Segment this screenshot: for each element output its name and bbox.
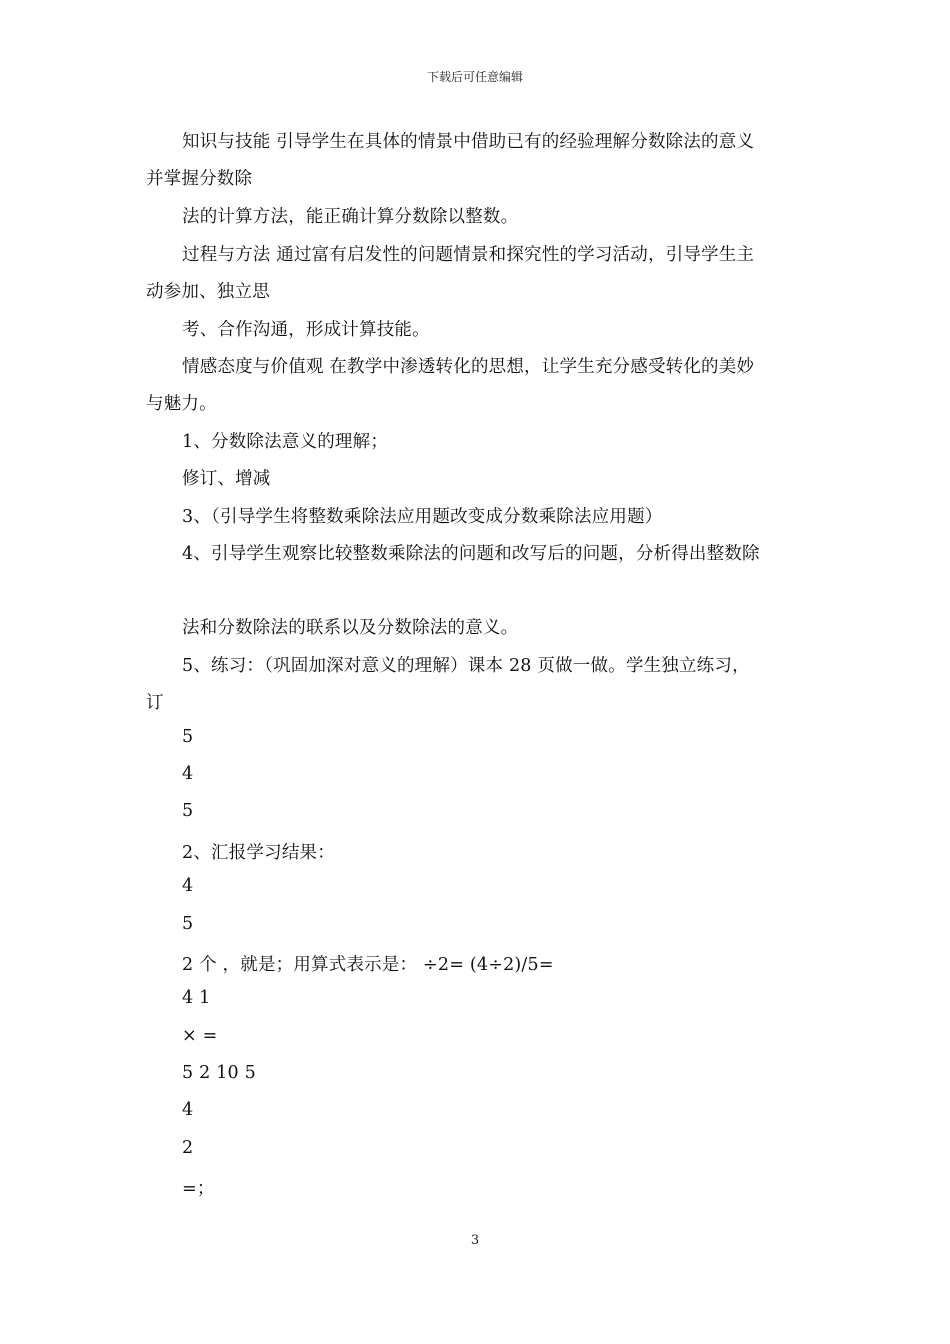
text-line: 考、合作沟通，形成计算技能。 bbox=[182, 320, 430, 340]
text-line: 情感态度与价值观 在教学中渗透转化的思想，让学生充分感受转化的美妙 bbox=[182, 357, 755, 377]
page-header: 下载后可任意编辑 bbox=[426, 70, 523, 84]
text-line: 1、分数除法意义的理解； bbox=[182, 432, 389, 452]
text-line: =； bbox=[182, 1179, 215, 1199]
text-line: 5 2 10 5 bbox=[182, 1063, 256, 1083]
text-line: 法和分数除法的联系以及分数除法的意义。 bbox=[182, 618, 519, 638]
text-line: 4 1 bbox=[182, 988, 211, 1008]
text-line: 4 bbox=[182, 876, 194, 896]
text-line: 2、汇报学习结果： bbox=[182, 843, 335, 863]
text-line: 5 bbox=[182, 727, 194, 747]
text-line: 4、引导学生观察比较整数乘除法的问题和改写后的问题，分析得出整数除 bbox=[182, 544, 760, 564]
text-line: 3、（引导学生将整数乘除法应用题改变成分数乘除法应用题） bbox=[182, 507, 663, 527]
text-line: 修订、增减 bbox=[182, 469, 271, 489]
text-line: 法的计算方法，能正确计算分数除以整数。 bbox=[182, 207, 519, 227]
text-line: 过程与方法 通过富有启发性的问题情景和探究性的学习活动，引导学生主 bbox=[182, 245, 755, 265]
text-line: 5、练习：（巩固加深对意义的理解）课本 28 页做一做。学生独立练习， bbox=[182, 656, 750, 676]
text-line: 4 bbox=[182, 1100, 194, 1120]
page-number: 3 bbox=[470, 1233, 480, 1248]
text-line: 4 bbox=[182, 764, 194, 784]
text-line: 并掌握分数除 bbox=[146, 169, 253, 189]
text-line: 动参加、独立思 bbox=[146, 282, 270, 302]
text-line: 2 bbox=[182, 1138, 194, 1158]
text-line: 5 bbox=[182, 914, 194, 934]
text-line: 与魅力。 bbox=[146, 394, 217, 414]
text-line: 5 bbox=[182, 801, 194, 821]
text-line: 订 bbox=[146, 693, 164, 713]
text-line: 知识与技能 引导学生在具体的情景中借助已有的经验理解分数除法的意义 bbox=[182, 132, 755, 152]
text-line: × = bbox=[182, 1026, 218, 1046]
text-line: 2 个 ，就是；用算式表示是： ÷2= (4÷2)/5= bbox=[182, 955, 554, 975]
